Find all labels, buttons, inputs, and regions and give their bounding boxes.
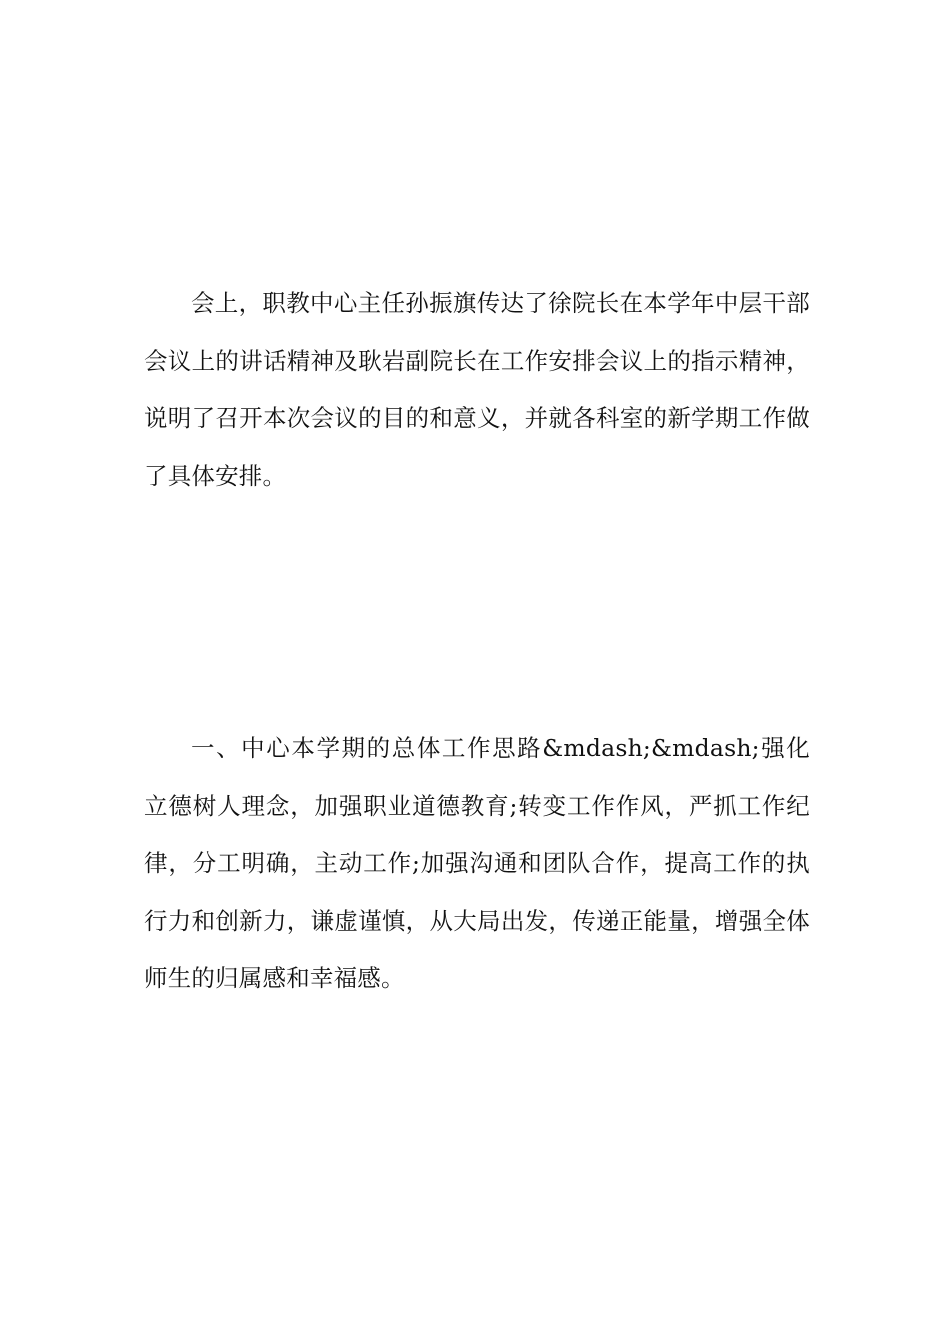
- paragraph-work-approach: 一、中心本学期的总体工作思路&mdash;&mdash;强化立德树人理念，加强职业道德教育;转变工作作风，严抓工作纪律，分工明确，主动工作;加强沟通和团队合作，提高工作的执行力和创新力，谦虚谨慎，从大局出发，传递正能量，增强全体师生的归属感和幸福感。: [144, 734, 810, 992]
- paragraph-meeting-summary: 会上，职教中心主任孙振旗传达了徐院长在本学年中层干部会议上的讲话精神及耿岩副院长在工作安排会议上的指示精神，说明了召开本次会议的目的和意义，并就各科室的新学期工作做了具体安排。: [144, 289, 810, 490]
